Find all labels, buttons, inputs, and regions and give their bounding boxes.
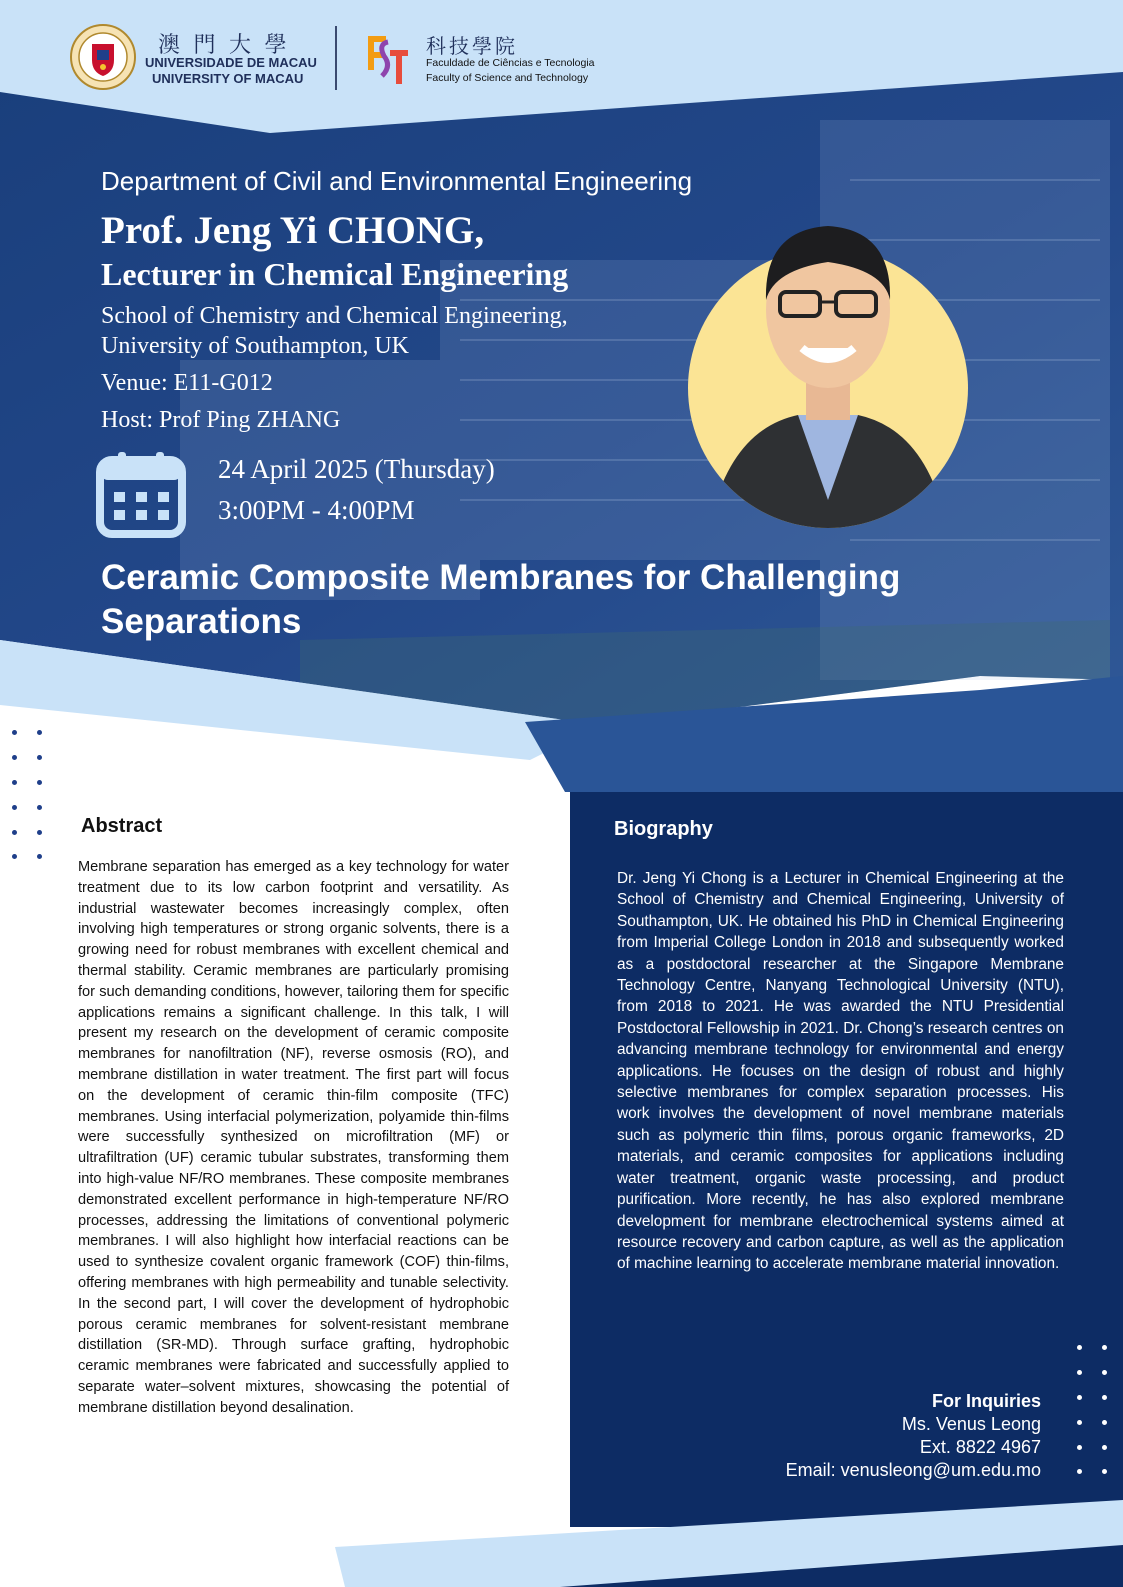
talk-title: [101, 556, 900, 644]
um-crest-icon: [70, 24, 136, 90]
speaker-position: Lecturer in Chemical Engineering: [101, 256, 569, 292]
host: Host: Prof Ping ZHANG: [101, 407, 341, 433]
department-name: Department of Civil and Environmental Engineering: [101, 166, 693, 196]
affiliation-line-2: University of Southampton, UK: [101, 333, 409, 359]
inquiries-email[interactable]: Email: venusleong@um.edu.mo: [785, 1460, 1041, 1480]
speaker-name: Prof. Jeng Yi CHONG,: [101, 209, 485, 252]
decorative-dots-right: [1075, 1345, 1115, 1475]
inquiries-ext: Ext. 8822 4967: [919, 1437, 1041, 1457]
abstract-heading: Abstract: [81, 815, 163, 837]
fst-portuguese-name: Faculdade de Ciências e Tecnologia: [426, 57, 595, 69]
talk-title-line-2: Separations: [101, 602, 302, 641]
abstract-body: Membrane separation has emerged as a key technology for water treatment due to its low carbon footprint and versatility. As industrial wastewater becomes increasingly complex, often involving high temperatures or strong organic solvents, there is a growing need for robust membranes with excellent chemical and thermal stability. Ceramic membranes are particularly promising for such demanding conditions, however, tailoring them for specific applications remains a significant challenge. In this talk, I will present my research on the development of ceramic composite membranes for nanofiltration (NF), reverse osmosis (RO), and membrane distillation in water treatment. The first part will focus on the development of ceramic thin-film composite (TFC) membranes. Using interfacial polymerization, polyamide thin-films were successfully synthesized on microfiltration (MF) or ultrafiltration (UF) ceramic tubular substrates, transforming them into high-value NF/RO membranes. These composite membranes demonstrated excellent performance in high-temperature NF/RO processes, addressing the limitations of conventional polymeric membranes. I will also highlight how interfacial reactions can be used to synthesize covalent organic framework (COF) thin-films, offering membranes with high permeability and tunable selectivity. In the second part, I will cover the development of hydrophobic porous ceramic membranes for solvent-resistant membrane distillation (SR-MD). Through surface grafting, hydrophobic ceramic membranes were fabricated and successfully applied to separate water–solvent mixtures, showcasing the potential of membrane distillation beyond desalination.: [78, 859, 509, 1416]
event-time: 3:00PM - 4:00PM: [218, 495, 415, 525]
speaker-photo: [688, 200, 976, 532]
calendar-icon: [96, 450, 186, 538]
venue: Venue: E11-G012: [101, 370, 273, 396]
logo-divider: [335, 26, 337, 90]
talk-title-line-1: Ceramic Composite Membranes for Challenging: [101, 558, 901, 597]
event-date: 24 April 2025 (Thursday): [218, 454, 495, 484]
um-chinese-name: 澳 門 大 學: [158, 32, 291, 57]
fst-logo-icon: [364, 30, 410, 86]
um-english-name: UNIVERSITY OF MACAU: [152, 71, 304, 86]
fst-english-name: Faculty of Science and Technology: [426, 72, 589, 84]
um-portuguese-name: UNIVERSIDADE DE MACAU: [145, 55, 317, 70]
fst-chinese-name: 科技學院: [426, 36, 518, 58]
biography-heading: Biography: [614, 818, 713, 840]
inquiries-name: Ms. Venus Leong: [901, 1414, 1041, 1434]
inquiries-heading: For Inquiries: [931, 1391, 1041, 1411]
inquiries-block: [786, 1390, 1041, 1482]
affiliation-line-1: School of Chemistry and Chemical Engineering,: [101, 303, 568, 329]
decorative-dots-left: [10, 730, 50, 866]
biography-body: Dr. Jeng Yi Chong is a Lecturer in Chemical Engineering at the School of Chemistry and Chemical Engineering, University of Southampton, UK. He obtained his PhD in Chemical Engineering from Imperial College London in 2018 and subsequently worked as a postdoctoral researcher at the Singapore Membrane Technology Centre, Nanyang Technological University (NTU), from 2018 to 2021. He was awarded the NTU Presidential Postdoctoral Fellowship in 2021. Dr. Chong’s research centres on advancing membrane technology for environmental and energy applications. He focuses on the design of robust and highly selective membranes for complex separation processes. His work involves the development of novel membrane materials such as polymeric thin films, porous organic frameworks, 2D materials, and ceramic composites for applications including water treatment, organic waste processing, and product purification. More recently, he has also explored membrane development for membrane electrochemical systems aimed at resource recovery and carbon capture, as well as the application of machine learning to accelerate membrane material innovation.: [617, 870, 1064, 1273]
